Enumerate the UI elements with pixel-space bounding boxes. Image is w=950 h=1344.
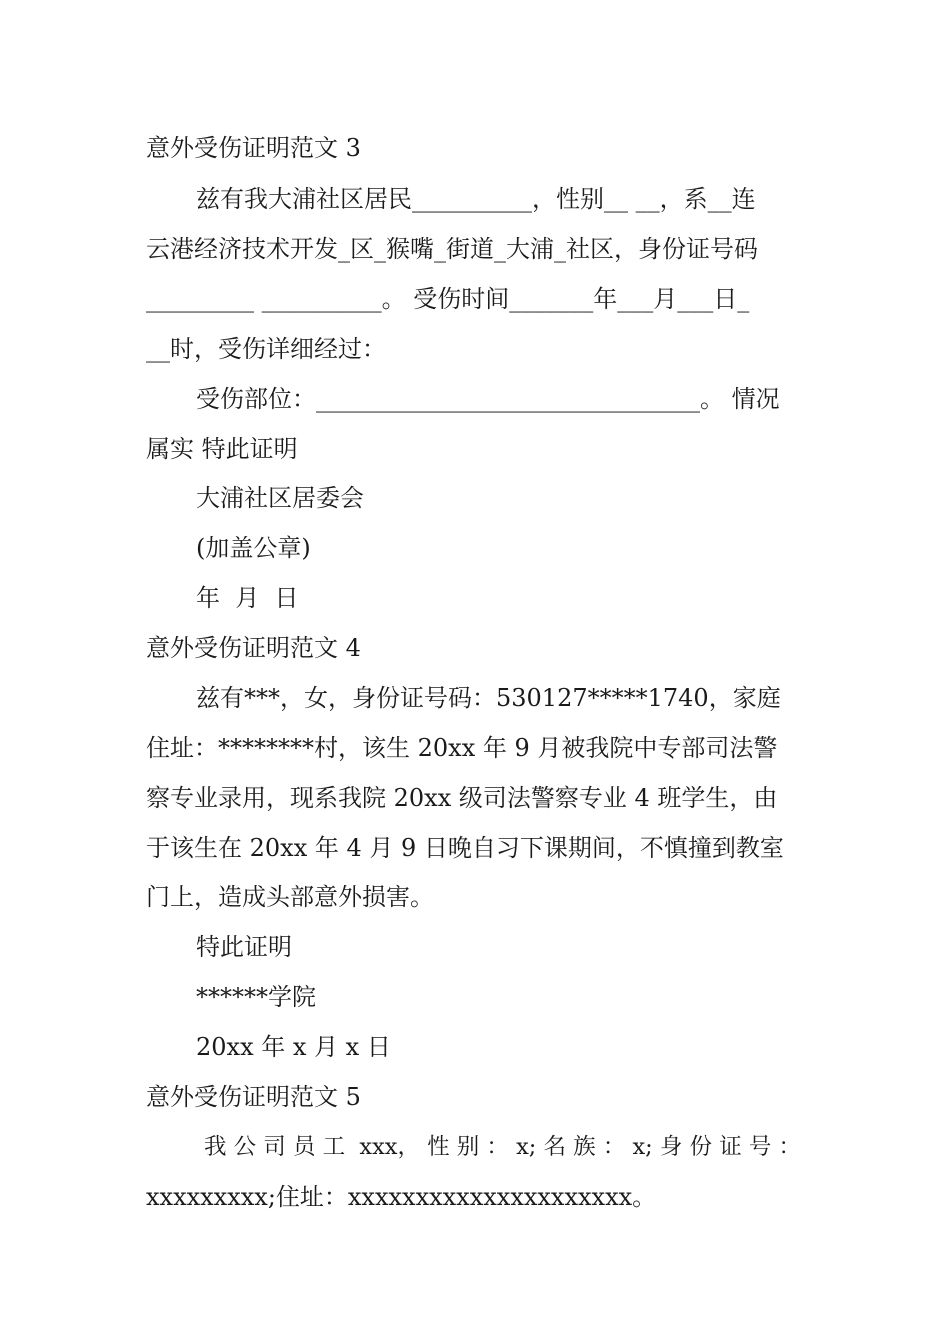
signature-org: ******学院: [196, 983, 316, 1011]
signature-org: 大浦社区居委会: [196, 484, 364, 512]
paragraph-line: 属实 特此证明: [146, 435, 298, 463]
paragraph-line: 兹有***，女，身份证号码：530127*****1740，家庭: [196, 684, 781, 712]
section-heading: 意外受伤证明范文 5: [146, 1083, 361, 1111]
closing-line: 特此证明: [196, 933, 292, 961]
paragraph-line: 云港经济技术开发_区_猴嘴_街道_大浦_社区，身份证号码: [146, 235, 758, 263]
date-line: 年 月 日: [196, 584, 299, 612]
paragraph-line: 我 公 司 员 工 xxx， 性 别 ： x; 名 族 ： x; 身 份 证 号 ：: [204, 1134, 801, 1160]
paragraph-line: xxxxxxxxx;住址：xxxxxxxxxxxxxxxxxxxxx。: [146, 1183, 657, 1211]
section-heading: 意外受伤证明范文 3: [146, 134, 361, 162]
date-line: 20xx 年 x 月 x 日: [196, 1033, 391, 1061]
paragraph-line: 兹有我大浦社区居民__________，性别__ __，系__连: [196, 185, 756, 213]
section-heading: 意外受伤证明范文 4: [146, 634, 361, 662]
paragraph-line: 受伤部位：________________________________。 情况: [196, 385, 780, 413]
paragraph-line: 住址：********村，该生 20xx 年 9 月被我院中专部司法警: [146, 734, 778, 762]
paragraph-line: __时，受伤详细经过：: [146, 335, 386, 363]
paragraph-line: _________ __________。 受伤时间_______年___月___日_: [146, 285, 750, 313]
paragraph-line: 察专业录用，现系我院 20xx 级司法警察专业 4 班学生，由: [146, 784, 778, 812]
seal-note: (加盖公章): [196, 534, 311, 562]
paragraph-line: 门上，造成头部意外损害。: [146, 883, 434, 911]
paragraph-line: 于该生在 20xx 年 4 月 9 日晚自习下课期间，不慎撞到教室: [146, 834, 784, 862]
